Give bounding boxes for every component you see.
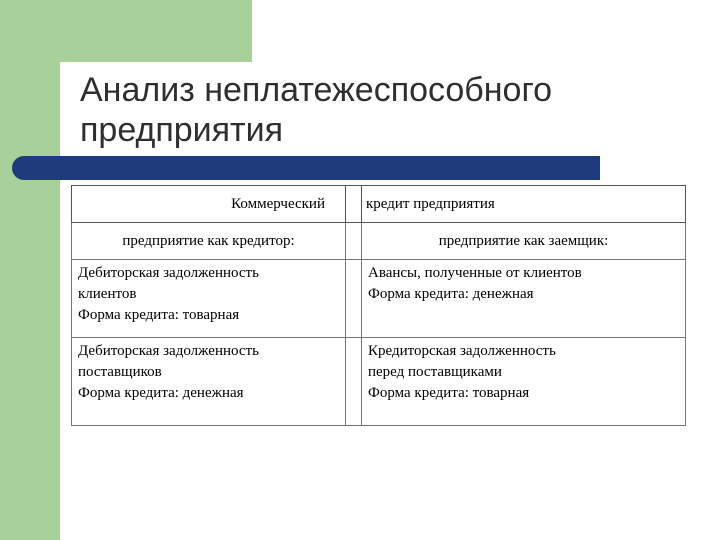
- column-gap: [346, 260, 362, 338]
- col-right-title: предприятие как заемщик:: [362, 223, 686, 260]
- row2-left-line3: Форма кредита: денежная: [78, 385, 244, 401]
- row1-left-line3: Форма кредита: товарная: [78, 307, 240, 323]
- row2-right-line2: перед поставщиками: [368, 364, 502, 380]
- row2-right-line3: Форма кредита: товарная: [368, 385, 530, 401]
- row2-left-cell: [72, 338, 346, 426]
- green-top-block: [0, 0, 252, 62]
- column-gap: [346, 223, 362, 260]
- row1-left-cell: [72, 260, 346, 338]
- table-row: [72, 260, 686, 338]
- header-right-cell: кредит предприятия: [362, 186, 686, 223]
- header-gap: [346, 186, 362, 223]
- row1-left-line1: Дебиторская задолженность: [78, 265, 259, 281]
- title-underline-bar: [12, 156, 600, 180]
- row1-right-line1: Авансы, полученные от клиентов: [368, 265, 582, 281]
- row2-right-cell: [362, 338, 686, 426]
- col-left-title: предприятие как кредитор:: [72, 223, 346, 260]
- row2-left-line1: Дебиторская задолженность: [78, 343, 259, 359]
- column-gap: [346, 338, 362, 426]
- row2-left-line2: поставщиков: [78, 364, 162, 380]
- slide-title: Анализ неплатежеспособного предприятия: [80, 71, 553, 149]
- table-row: [72, 338, 686, 426]
- table-header-row: [72, 186, 686, 223]
- row1-right-cell: [362, 260, 686, 338]
- row1-right-line2: Форма кредита: денежная: [368, 286, 534, 302]
- header-left-cell: Коммерческий: [72, 186, 346, 223]
- table-subheader-row: [72, 223, 686, 260]
- green-sidebar: [0, 0, 60, 540]
- row2-right-line1: Кредиторская задолженность: [368, 343, 556, 359]
- row1-left-line2: клиентов: [78, 286, 137, 302]
- credit-table: [71, 185, 686, 426]
